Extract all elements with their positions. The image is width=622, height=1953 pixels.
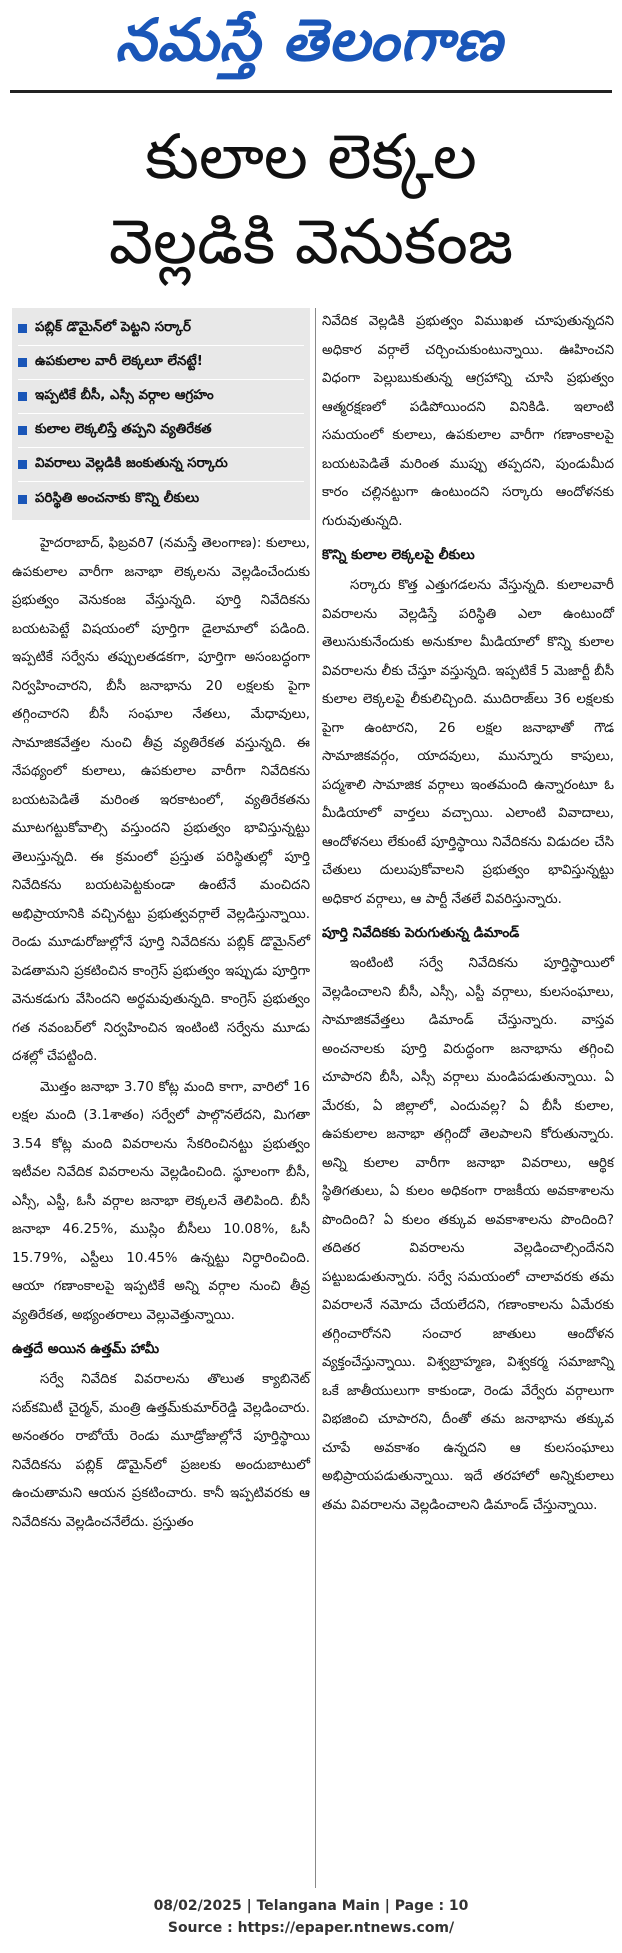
article-paragraph: సర్వే నివేదిక వివరాలను తొలుత క్యాబినెట్‌ సబ్‌కమిటీ చైర్మన్‌, మంత్రి ఉత్తమ్‌కుమార్‌రెడ్డి వెల్లడించారు. అనంతరం రాబోయే రెండు మూడ్రోజుల్లోనే పూర్తిస్థాయి నివేదికను పబ్లిక్‌ డొమైన్‌లో ప్రజలకు అందుబాటులో ఉంచుతామని ఆయన ప్రకటించారు. కానీ ఇప్పటివరకు ఆ నివేదికను వెల్లడించనేలేదు. ప్రస్తుతం	[12, 1372, 310, 1530]
masthead	[0, 0, 622, 108]
headline-line-1: కులాల లెక్కల	[145, 120, 477, 193]
square-bullet-icon	[18, 426, 27, 435]
highlight-text: ఇప్పటికే బీసీ, ఎస్సీ వర్గాల ఆగ్రహం	[35, 388, 214, 404]
highlight-item	[18, 448, 304, 482]
article-subheading: పూర్తి నివేదికకు పెరుగుతున్న డిమాండ్‌	[322, 925, 520, 941]
column-divider	[315, 308, 316, 1888]
masthead-rule	[10, 90, 612, 93]
masthead-title: నమస్తే తెలంగాణ	[115, 6, 503, 74]
highlights-box	[12, 308, 310, 520]
footer-date-page: 08/02/2025 | Telangana Main | Page : 10	[153, 1898, 469, 1914]
highlight-text: కులాల లెక్కలిస్తే తప్పని వ్యతిరేకత	[35, 422, 212, 438]
highlight-text: వివరాలు వెల్లడికి జంకుతున్న సర్కారు	[35, 456, 228, 472]
highlight-text: ఉపకులాల వారీ లెక్కలూ లేనట్టే!	[35, 354, 203, 370]
article-paragraph: సర్కారు కొత్త ఎత్తుగడలను వేస్తున్నది. కులాలవారీ వివరాలను వెల్లడిస్తే పరిస్థితి ఎలా ఉంటుందో తెలుసుకునేందుకు అనుకూల మీడియాలో కొన్ని కులాల వివరాలను లీకు చేస్తూ వస్తున్నది. ఇప్పటికే 5 మెజార్టీ బీసీ కులాల లెక్కలపై లీకులిచ్చింది. ముదిరాజ్‌లు 36 లక్షలకు పైగా ఉంటారని, 26 లక్షల జనాభాతో గౌడ సామాజికవర్గం, యాదవులు, మున్నూరు కాపులు, పద్మశాలి సామాజిక వర్గాలు ఇంతమంది ఉన్నారంటూ ఓ మీడియాలో వార్తలు వచ్చాయి. ఎలాంటి వివాదాలు, ఆందోళనలు లేకుంటే పూర్తిస్థాయి నివేదికను విడుదల చేసి చేతులు దులుపుకోవాలని ప్రభుత్వం భావిస్తున్నట్టు అధికార వర్గాలు, ఆ పార్టీ నేతలే వివరిస్తున్నారు.	[322, 578, 614, 907]
article-subheading: ఉత్తదే అయిన ఉత్తమ్‌ హామీ	[12, 1341, 160, 1357]
highlight-item	[18, 482, 304, 516]
highlight-text: పరిస్థితి అంచనాకు కొన్ని లీకులు	[35, 490, 200, 506]
square-bullet-icon	[18, 392, 27, 401]
highlight-item	[18, 312, 304, 346]
highlight-item	[18, 380, 304, 414]
footer-source: Source : https://epaper.ntnews.com/	[167, 1920, 455, 1936]
square-bullet-icon	[18, 358, 27, 367]
article-paragraph: నివేదిక వెల్లడికి ప్రభుత్వం విముఖత చూపుతున్నదని అధికార వర్గాలే చర్చించుకుంటున్నాయి. ఊహించని విధంగా పెల్లుబుకుతున్న ఆగ్రహాన్ని చూసి ప్రభుత్వం ఆత్మరక్షణలో పడిపోయిందని వినికిడి. ఇలాంటి సమయంలో కులాలు, ఉపకులాల వారీగా గణాంకాలపై బయటపెడితే మరింత ముప్పు తప్పదని, పుండుమీద కారం చల్లినట్టుగా ఉంటుందని సర్కారు ఆందోళనకు గురువుతున్నది.	[322, 314, 614, 529]
article-column-left	[12, 308, 310, 1539]
article-column-right	[322, 308, 614, 1522]
square-bullet-icon	[18, 324, 27, 333]
highlight-item	[18, 414, 304, 448]
square-bullet-icon	[18, 460, 27, 469]
article-paragraph: హైదరాబాద్‌, ఫిబ్రవరి7 (నమస్తే తెలంగాణ): కులాలు, ఉపకులాల వారీగా జనాభా లెక్కలను వెల్లడించేందుకు ప్రభుత్వం వెనుకంజ వేస్తున్నది. పూర్తి నివేదికను బయటపెట్టే విషయంలో పూర్తిగా డైలామాలో పడింది. ఇప్పటికే సర్వేను తప్పులతడకగా, పూర్తిగా అసంబద్ధంగా నిర్వహించారని, బీసీ జనాభాను 20 లక్షలకు పైగా తగ్గించారని బీసీ సంఘాల నేతలు, మేధావులు, సామాజికవేత్తల నుంచి తీవ్ర వ్యతిరేకత వస్తున్నది. ఈ నేపథ్యంలో కులాలు, ఉపకులాల వారీగా నివేదికను బయటపెడితే మరింత ఇరకాటంలో, వ్యతిరేకతను మూటగట్టుకోవాల్సి వస్తుందని ప్రభుత్వం భావిస్తున్నట్టు తెలుస్తున్నది. ఈ క్రమంలో ప్రస్తుత పరిస్థితుల్లో పూర్తి నివేదికను బయటపెట్టకుండా ఉంటేనే మంచిదని అభిప్రాయానికి వచ్చినట్టు ప్రభుత్వవర్గాలే వెల్లడిస్తున్నాయి. రెండు మూడురోజుల్లోనే పూర్తి నివేదికను పబ్లిక్‌ డొమైన్‌లో పెడతామని ప్రకటించిన కాంగ్రెస్‌ ప్రభుత్వం ఇప్పుడు పూర్తిగా వెనుకడుగు వేసిందని అర్థమవుతున్నది. కాంగ్రెస్‌ ప్రభుత్వం గత నవంబర్‌లో నిర్వహించిన ఇంటింటి సర్వేను మూడు దశల్లో చేపట్టింది.	[12, 536, 310, 1064]
article-paragraph: ఇంటింటి సర్వే నివేదికను పూర్తిస్థాయిలో వెల్లడించాలని బీసీ, ఎస్సీ, ఎస్టీ వర్గాలు, కులసంఘాలు, సామాజికవేత్తలు డిమాండ్‌ చేస్తున్నారు. వాస్తవ అంచనాలకు పూర్తి విరుద్ధంగా జనాభాను తగ్గించి చూపారని బీసీ, ఎస్సీ వర్గాలు మండిపడుతున్నాయి. ఏ మేరకు, ఏ జిల్లాలో, ఎందువల్ల? ఏ బీసీ కులాల, ఉపకులాల జనాభా తగ్గిందో తెలపాలని కోరుతున్నారు. అన్ని కులాల వారీగా జనాభా వివరాలు, ఆర్థిక స్థితిగతులు, ఏ కులం అధికంగా రాజకీయ అవకాశాలను పొందింది? ఏ కులం తక్కువ అవకాశాలను పొందింది? తదితర వివరాలను వెల్లడించాల్సిందేనని పట్టుబడుతున్నారు. సర్వే సమయంలో చాలావరకు తమ వివరాలనే నమోదు చేయలేదని, గణాంకాలను ఏమేరకు తగ్గించారోనని సంచార జాతులు ఆందోళన వ్యక్తంచేస్తున్నాయి. విశ్వబ్రాహ్మణ, విశ్వకర్మ సమాజాన్ని ఒకే జాతీయులుగా కాకుండా, రెండు వేర్వేరు వర్గాలుగా విభజించి చూపారని, దీంతో తమ జనాభాను తక్కువ చూపే అవకాశం ఉన్నదని ఆ కులసంఘాలు అభిప్రాయపడుతున్నాయి. ఇదే తరహాలో అన్నికులాలు తమ వివరాలను వెల్లడించాలని డిమాండ్‌ చేస్తున్నాయి.	[322, 956, 614, 1513]
highlight-item	[18, 346, 304, 380]
headline-line-2: వెల్లడికి వెనుకంజ	[108, 205, 514, 278]
square-bullet-icon	[18, 495, 27, 504]
highlight-text: పబ్లిక్‌ డొమైన్‌లో పెట్టని సర్కార్‌	[35, 320, 191, 336]
article-paragraph: మొత్తం జనాభా 3.70 కోట్ల మంది కాగా, వారిలో 16 లక్షల మంది (3.1శాతం) సర్వేలో పాల్గొనలేదని, మిగతా 3.54 కోట్ల మంది వివరాలను సేకరించినట్టు ప్రభుత్వం ఇటీవల నివేదిక వివరాలను వెల్లడించింది. స్థూలంగా బీసీ, ఎస్సీ, ఎస్టీ, ఓసీ వర్గాల జనాభా లెక్కలనే తెలిపింది. బీసీ జనాభా 46.25%, ముస్లిం బీసీలు 10.08%, ఓసీ 15.79%, ఎస్టీలు 10.45% ఉన్నట్టు నిర్ధారించింది. ఆయా గణాంకాలపై ఇప్పటికే అన్ని వర్గాల నుంచి తీవ్ర వ్యతిరేకత, అభ్యంతరాలు వెల్లువెత్తున్నాయి.	[12, 1079, 310, 1323]
article-subheading: కొన్ని కులాల లెక్కలపై లీకులు	[322, 547, 475, 563]
